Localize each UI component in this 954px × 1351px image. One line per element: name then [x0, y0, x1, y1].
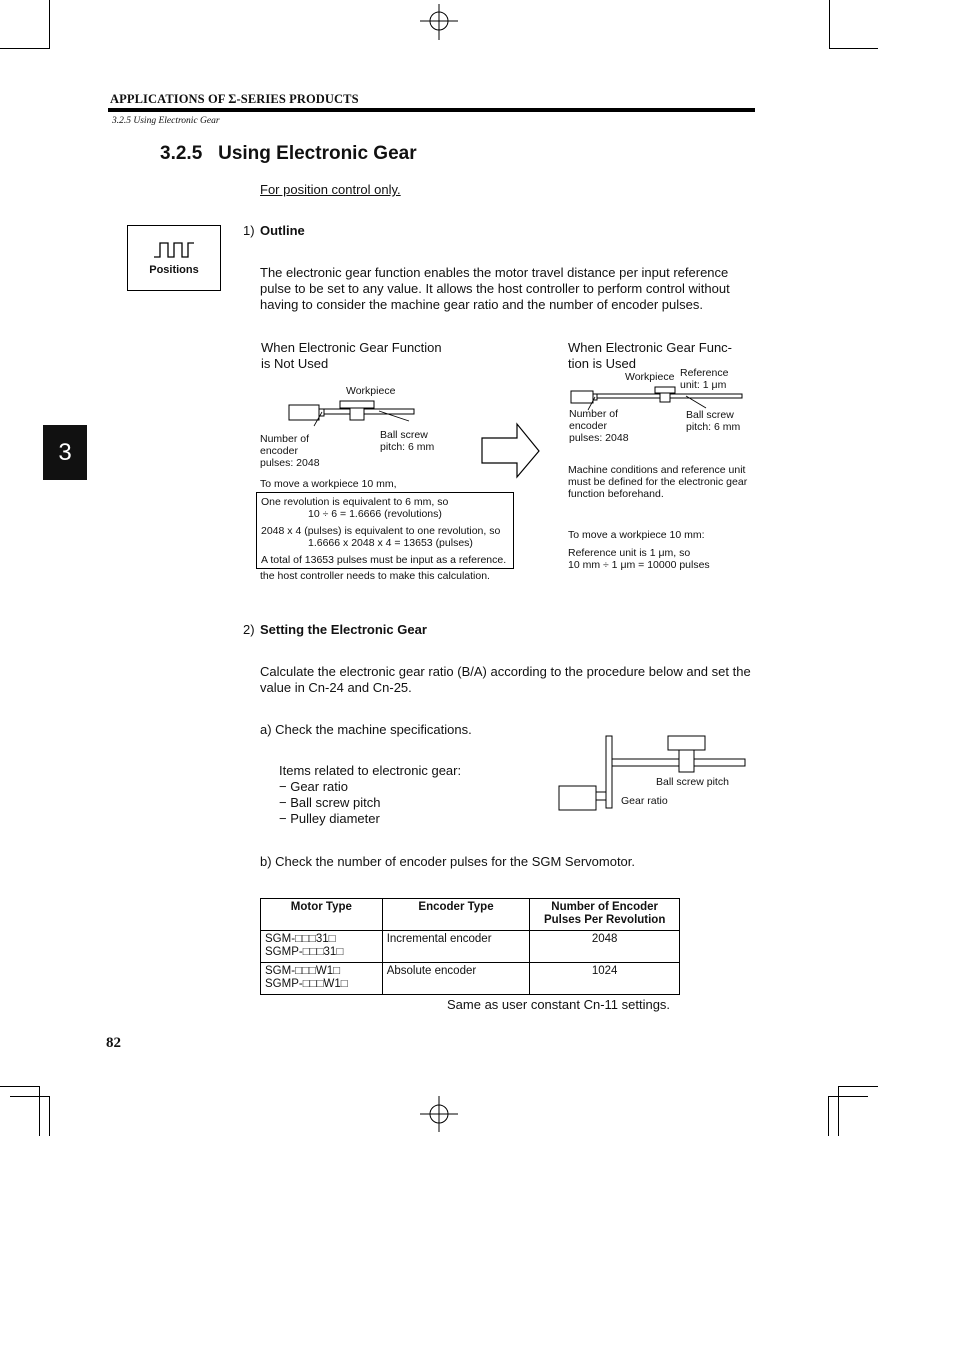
figure-gear-label: Gear ratio: [621, 795, 668, 807]
step-b: b) Check the number of encoder pulses for the SGM Servomotor.: [260, 854, 636, 869]
page-number: 82: [106, 1035, 121, 1051]
encoder-type-cell: Absolute encoder: [382, 963, 530, 995]
arrow-right-icon: [480, 422, 542, 480]
left-workpiece-label: Workpiece: [346, 385, 396, 397]
left-diagram-title: When Electronic Gear Function is Not Used: [261, 340, 442, 371]
motor-type-cell: SGM-□□□W1□ SGMP-□□□W1□: [261, 963, 383, 995]
right-reference-calc: Reference unit is 1 μm, so 10 mm ÷ 1 μm = 10000 pulses: [568, 547, 710, 571]
figure-screw-label: Ball screw pitch: [656, 776, 729, 788]
pulses-cell: 2048: [530, 931, 680, 963]
outline-number: 1): [243, 223, 255, 238]
table-row: [261, 931, 680, 963]
right-diagram-title: When Electronic Gear Func- tion is Used: [568, 340, 733, 371]
left-move-note: To move a workpiece 10 mm,: [260, 478, 397, 490]
left-encoder-label: Number of encoder pulses: 2048: [260, 433, 320, 469]
right-encoder-label: Number of encoder pulses: 2048: [569, 408, 629, 444]
setting-intro: Calculate the electronic gear ratio (B/A) according to the procedure below and set the value in Cn-24 and Cn-25.: [260, 664, 751, 695]
left-machine-drawing: [284, 398, 419, 428]
item-ball-screw: − Ball screw pitch: [279, 795, 381, 810]
breadcrumb: 3.2.5 Using Electronic Gear: [112, 116, 220, 126]
left-host-note: the host controller needs to make this calculation.: [260, 570, 490, 582]
pulses-cell: 1024: [530, 963, 680, 995]
header-motor-type: Motor Type: [261, 899, 383, 931]
section-number: 3.2.5: [160, 143, 203, 164]
item-gear-ratio: − Gear ratio: [279, 779, 349, 794]
section-title-text: Using Electronic Gear: [218, 143, 417, 164]
item-pulley: − Pulley diameter: [279, 811, 380, 826]
running-header: APPLICATIONS OF Σ-SERIES PRODUCTS: [110, 92, 359, 106]
table-note: Same as user constant Cn-11 settings.: [447, 997, 671, 1012]
items-title: Items related to electronic gear:: [279, 763, 462, 778]
right-screw-label: Ball screw pitch: 6 mm: [686, 409, 741, 433]
registration-mark-top: [420, 4, 460, 40]
registration-mark-bottom: [420, 1096, 460, 1132]
outline-heading: Outline: [260, 223, 305, 238]
right-conditions-note: Machine conditions and reference unit must be defined for the electronic gear function beforehand.: [568, 464, 748, 500]
encoder-type-cell: Incremental encoder: [382, 931, 530, 963]
encoder-table: [260, 898, 680, 995]
positions-label: Positions: [149, 264, 199, 276]
right-reference-label: Reference unit: 1 μm: [680, 367, 729, 391]
positions-box: [127, 225, 221, 291]
setting-heading: Setting the Electronic Gear: [260, 622, 427, 637]
right-move-note: To move a workpiece 10 mm:: [568, 529, 705, 541]
calculation-box: One revolution is equivalent to 6 mm, so 10 ÷ 6 = 1.6666 (revolutions) 2048 x 4 (pulses) is equivalent to one revolution, so 1.6666 x 2048 x 4 = 13653 (pulses) A total of 13653 pulses must be input as a reference.: [256, 492, 514, 569]
header-pulses: Number of Encoder Pulses Per Revolution: [530, 899, 680, 931]
scope-note: For position control only.: [260, 182, 401, 197]
table-row: [261, 963, 680, 995]
section-title: [160, 143, 417, 165]
pulse-train-icon: [153, 241, 195, 259]
header-encoder-type: Encoder Type: [382, 899, 530, 931]
right-workpiece-label: Workpiece: [625, 371, 675, 383]
header-rule: [108, 108, 755, 112]
step-a: a) Check the machine specifications.: [260, 722, 472, 737]
items-list: [279, 763, 461, 827]
chapter-tab: 3: [43, 425, 87, 480]
table-header-row: [261, 899, 680, 931]
left-screw-label: Ball screw pitch: 6 mm: [380, 429, 435, 453]
motor-type-cell: SGM-□□□31□ SGMP-□□□31□: [261, 931, 383, 963]
setting-number: 2): [243, 622, 255, 637]
outline-text: The electronic gear function enables the motor travel distance per input reference pulse to be set to any value. It allows the host controller to perform control without having to consider the machine gear ratio and the number of encoder pulses.: [260, 265, 730, 312]
